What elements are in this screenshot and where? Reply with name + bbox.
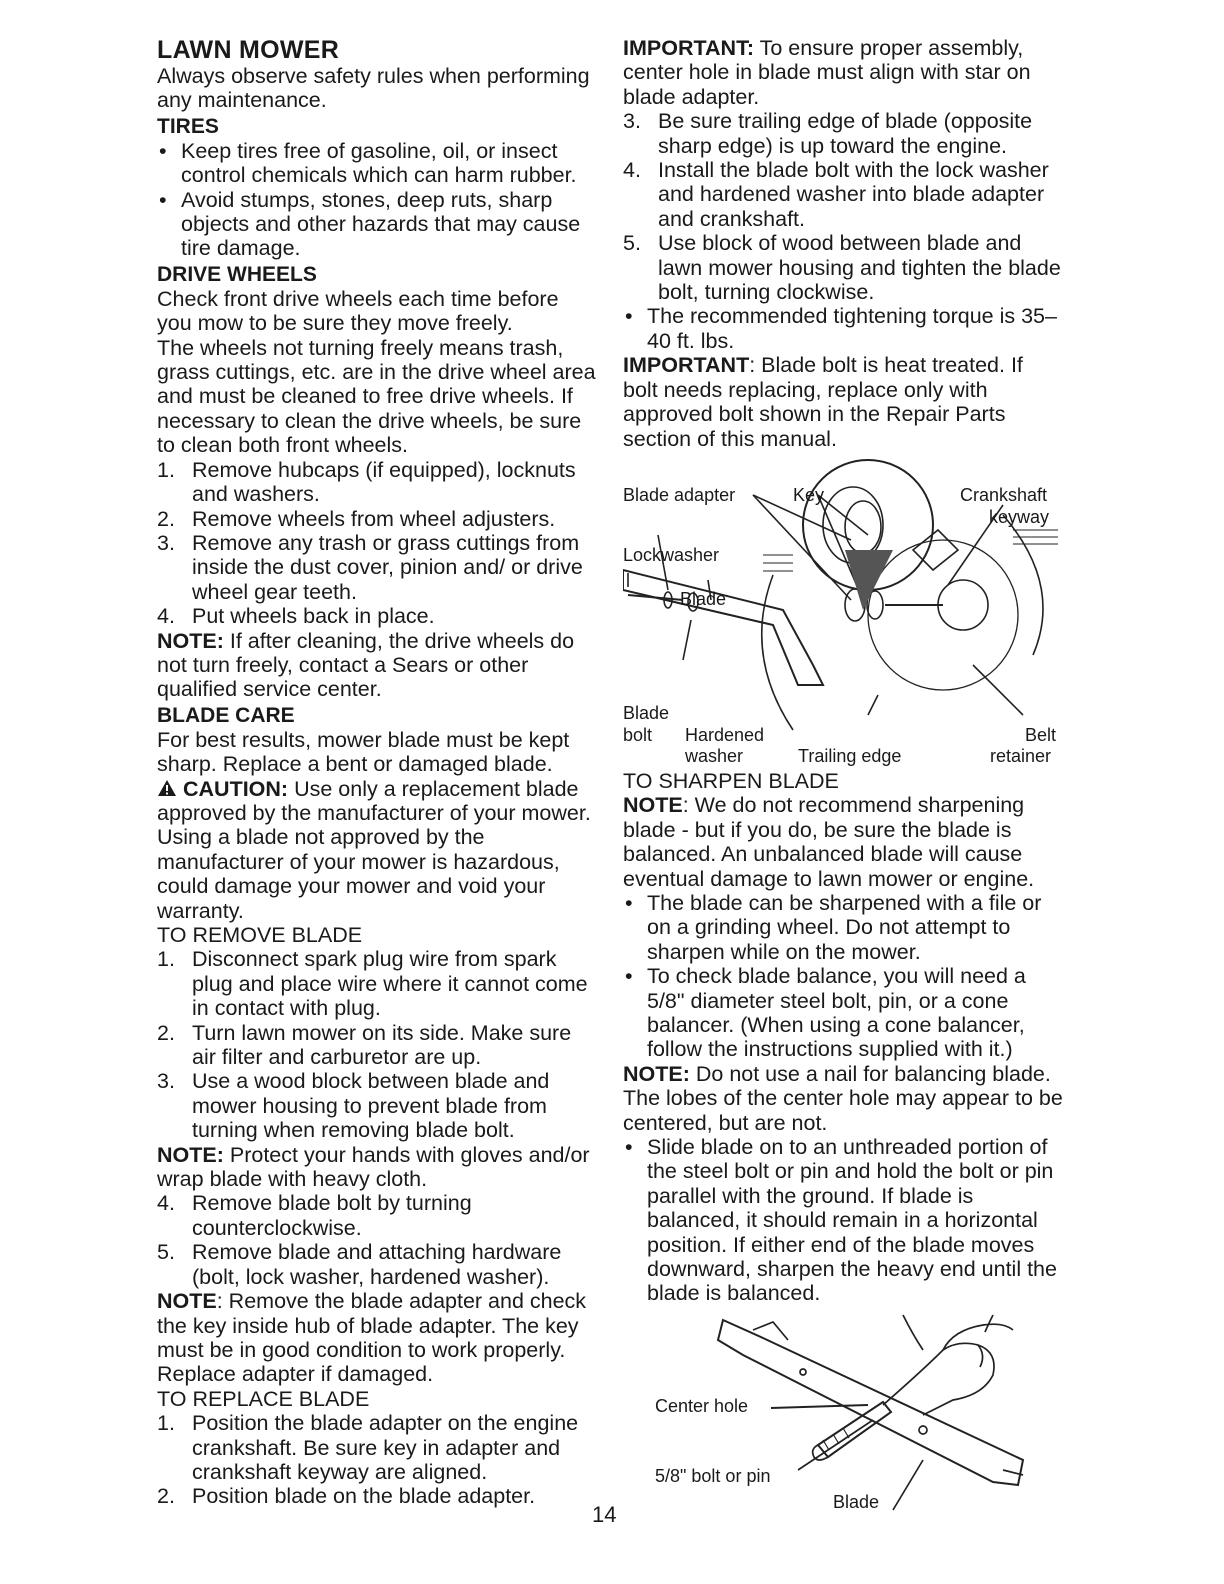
- list-item: 4. Put wheels back in place.: [157, 604, 435, 629]
- remove-blade-steps: [157, 947, 597, 1142]
- list-item: 1. Remove hubcaps (if equipped), locknuts and washers.: [157, 457, 576, 507]
- label-lockwasher: Lockwasher: [623, 544, 720, 565]
- heading-drive-wheels: DRIVE WHEELS: [157, 262, 317, 286]
- label-blade: Blade: [680, 588, 727, 609]
- label-retainer: retainer: [990, 745, 1052, 766]
- list-item: 5. Use block of wood between blade and lawn mower housing and tighten the blade bolt, turning clockwise.: [623, 231, 1061, 305]
- list-item: 4. Install the blade bolt with the lock washer and hardened washer into blade adapter and crankshaft.: [623, 158, 1049, 231]
- left-column: [157, 36, 597, 1509]
- heading-replace-blade: TO REPLACE BLADE: [157, 1386, 370, 1411]
- list-item: • The recommended tightening torque is 35–40 ft. lbs.: [623, 304, 1063, 353]
- label-washer: washer: [685, 745, 744, 766]
- torque-list: [623, 304, 1063, 353]
- list-item: 4. Remove blade bolt by turning counterclockwise.: [157, 1191, 472, 1240]
- intro-text: Always observe safety rules when performing any maintenance.: [157, 64, 590, 113]
- list-item: 1. Disconnect spark plug wire from spark plug and place wire where it cannot come in contact with plug.: [157, 947, 588, 1021]
- drive-wheels-text-1: Check front drive wheels each time before you mow to be sure they move freely.: [157, 286, 559, 336]
- sharpen-note-2: NOTE: Do not use a nail for balancing blade. The lobes of the center hole may appear to be centered, but are not.: [623, 1061, 1063, 1135]
- heading-tires: TIRES: [157, 114, 219, 138]
- label-blade-adapter: Blade adapter: [623, 484, 736, 505]
- label-key: Key: [793, 484, 825, 505]
- list-item: 1. Position the blade adapter on the engine crankshaft. Be sure key in adapter and crankshaft keyway are aligned.: [157, 1411, 579, 1484]
- list-item: 3. Remove any trash or grass cuttings from inside the dust cover, pinion and/ or drive wheel gear teeth.: [157, 530, 583, 604]
- important-note-2: IMPORTANT: Blade bolt is heat treated. If bolt needs replacing, replace only with approved bolt shown in the Repair Parts section of this manual.: [623, 353, 1023, 451]
- replace-blade-steps-continued: [623, 109, 1063, 304]
- list-item: 2. Position blade on the blade adapter.: [157, 1484, 536, 1509]
- list-item: • Avoid stumps, stones, deep ruts, sharp objects and other hazards that may cause tire damage.: [157, 188, 597, 261]
- section-title-lawn-mower: LAWN MOWER: [157, 36, 340, 64]
- tires-list: [157, 139, 597, 261]
- sharpen-list: [623, 891, 1063, 1062]
- label-keyway: keyway: [989, 506, 1050, 527]
- label-belt: Belt: [1025, 724, 1057, 745]
- label-blade-figure2: Blade: [833, 1491, 880, 1512]
- right-column: [623, 36, 1063, 1520]
- important-note-1: IMPORTANT: To ensure proper assembly, center hole in blade must align with star on blade adapter.: [623, 36, 1031, 109]
- heading-sharpen-blade: TO SHARPEN BLADE: [623, 768, 839, 793]
- drive-wheels-text-2: The wheels not turning freely means trash, grass cuttings, etc. are in the drive wheel area and must be cleaned to free drive wheels. If necessary to clean the drive wheels, be sure to clean both front wheels.: [157, 335, 596, 458]
- label-crankshaft: Crankshaft: [960, 484, 1048, 505]
- remove-blade-steps-2: [157, 1191, 597, 1289]
- list-item: • Keep tires free of gasoline, oil, or insect control chemicals which can harm rubber.: [157, 139, 597, 188]
- blade-balance-figure: [623, 1310, 1063, 1520]
- heading-remove-blade: TO REMOVE BLADE: [157, 923, 363, 947]
- list-item: • To check blade balance, you will need a 5/8" diameter steel bolt, pin, or a cone balancer. (When using a cone balancer, follow the instructions supplied with it.): [623, 964, 1063, 1062]
- list-item: 3. Use a wood block between blade and mower housing to prevent blade from turning when removing blade bolt.: [157, 1069, 550, 1143]
- label-trailing-edge: Trailing edge: [798, 745, 902, 766]
- label-blade-bolt-2: bolt: [623, 724, 653, 745]
- blade-care-text: For best results, mower blade must be kept sharp. Replace a bent or damaged blade.: [157, 727, 570, 777]
- heading-blade-care: BLADE CARE: [157, 703, 295, 727]
- label-blade-bolt-1: Blade: [623, 702, 670, 723]
- replace-blade-steps: [157, 1411, 597, 1509]
- list-item: 3. Be sure trailing edge of blade (opposite sharp edge) is up toward the engine.: [623, 109, 1033, 158]
- list-item: 2. Remove wheels from wheel adjusters.: [157, 506, 556, 531]
- drive-wheels-steps: [157, 458, 597, 629]
- sharpen-note: NOTE: We do not recommend sharpening blade - but if you do, be sure the blade is balanced. An unbalanced blade will cause eventual damage to lawn mower or engine.: [623, 793, 1035, 891]
- remove-blade-note: NOTE: Protect your hands with gloves and/or wrap blade with heavy cloth.: [157, 1142, 590, 1192]
- list-item: • Slide blade on to an unthreaded portion of the steel bolt or pin and hold the bolt or pin parallel with the ground. If blade is balanced, it should remain in a horizontal position. If either end of the blade moves downward, sharpen the heavy end until the blade is balanced.: [623, 1135, 1063, 1306]
- list-item: 5. Remove blade and attaching hardware (bolt, lock washer, hardened washer).: [157, 1240, 562, 1289]
- caution-text: CAUTION: Use only a replacement blade approved by the manufacturer of your mower. Using a blade not approved by the manufacturer of your mower is hazardous, could damage your mower and void your warranty.: [157, 776, 591, 923]
- list-item: 2. Turn lawn mower on its side. Make sure air filter and carburetor are up.: [157, 1020, 572, 1070]
- page-number: 14: [592, 1502, 617, 1527]
- warning-icon: [157, 779, 177, 797]
- drive-wheels-note: NOTE: If after cleaning, the drive wheels do not turn freely, contact a Sears or other qualified service center.: [157, 628, 575, 702]
- remove-blade-note-2: NOTE: Remove the blade adapter and check the key inside hub of blade adapter. The key must be in good condition to work properly. Replace adapter if damaged.: [157, 1289, 587, 1387]
- label-center-hole: Center hole: [655, 1395, 749, 1416]
- list-item: • The blade can be sharpened with a file or on a grinding wheel. Do not attempt to sharpen while on the mower.: [623, 891, 1063, 964]
- sharpen-list-2: [623, 1135, 1063, 1306]
- label-bolt-or-pin: 5/8" bolt or pin: [655, 1465, 771, 1486]
- blade-assembly-figure: [623, 455, 1063, 766]
- label-hardened: Hardened: [685, 724, 765, 745]
